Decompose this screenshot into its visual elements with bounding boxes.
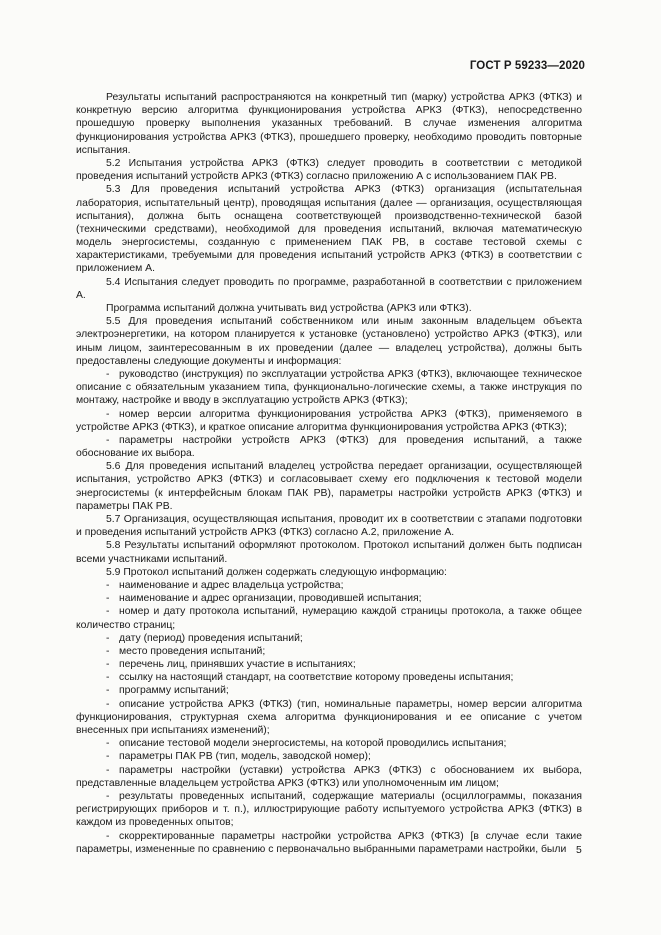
paragraph-text: номер версии алгоритма функционирования устройства АРКЗ (ФТКЗ), применяемого в устройстве АРКЗ (ФТКЗ), и краткое описание алгоритма функционирования устройства АРКЗ (ФТКЗ); [76, 408, 582, 433]
list-item [76, 750, 582, 763]
paragraph-text: Результаты испытаний распространяются на конкретный тип (марку) устройства АРКЗ (ФТКЗ) и конкретную версию алгоритма функционирования устройства АРКЗ (ФТКЗ), непосредственно прошедшую проверку выполнения указанных требований. В случае изменения алгоритма функционирования устройства АРКЗ (ФТКЗ), прошедшего проверку, необходимо проводить повторные испытания. [76, 92, 582, 156]
list-item [76, 658, 582, 671]
list-dash: - [106, 738, 110, 750]
document-body [76, 91, 582, 856]
paragraph-text: параметры ПАК РВ (тип, модель, заводской номер); [119, 751, 371, 763]
paragraph [76, 183, 582, 275]
paragraph-text: наименование и адрес организации, проводившей испытания; [119, 593, 422, 605]
paragraph [76, 513, 582, 539]
paragraph-text: программу испытаний; [119, 685, 229, 697]
paragraph-text: наименование и адрес владельца устройства; [119, 579, 344, 591]
list-item [76, 684, 582, 697]
paragraph [76, 302, 582, 315]
list-dash: - [106, 830, 110, 842]
list-dash: - [106, 368, 110, 380]
list-item [76, 632, 582, 645]
list-dash: - [106, 632, 110, 644]
paragraph-text: скорректированные параметры настройки устройства АРКЗ (ФТКЗ) [в случае если такие параметры, измененные по сравнению с первоначально выбранными параметрами настройки, были [76, 830, 582, 855]
list-dash: - [106, 434, 110, 446]
paragraph-text: перечень лиц, принявших участие в испытаниях; [119, 659, 356, 671]
paragraph-text: описание устройства АРКЗ (ФТКЗ) (тип, номинальные параметры, номер версии алгоритма функционирования, структурная схема алгоритма функционирования и ее описание с учетом внесенных при испытаниях изменений); [76, 698, 582, 736]
list-item [76, 737, 582, 750]
list-dash: - [106, 645, 110, 657]
list-item [76, 698, 582, 738]
paragraph-text: 5.9 Протокол испытаний должен содержать следующую информацию: [106, 566, 447, 578]
list-item [76, 645, 582, 658]
paragraph-text: параметры настройки устройств АРКЗ (ФТКЗ) для проведения испытаний, а также обоснование их выбора. [76, 434, 582, 460]
paragraph-text: 5.6 Для проведения испытаний владелец устройства передает организации, осуществляющей испытания, устройство АРКЗ (ФТКЗ) и согласовывает схему его подключения к тестовой модели энергосистемы (к интерфейсным блокам ПАК РВ), параметры настройки устройств АРКЗ (ФТКЗ) и параметры ПАК РВ. [76, 461, 582, 512]
paragraph-text: номер и дату протокола испытаний, нумерацию каждой страницы протокола, а также общее количество страниц; [76, 606, 582, 631]
list-item [76, 764, 582, 790]
list-dash: - [106, 764, 110, 776]
paragraph-text: 5.2 Испытания устройства АРКЗ (ФТКЗ) следует проводить в соответствии с методикой проведения испытаний устройств АРКЗ (ФТКЗ) согласно приложению А с использованием ПАК РВ. [76, 157, 582, 183]
paragraph-text: дату (период) проведения испытаний; [119, 632, 303, 644]
paragraph-text: ссылку на настоящий стандарт, на соответствие которому проведены испытания; [119, 672, 514, 684]
paragraph-text: описание тестовой модели энергосистемы, на которой проводились испытания; [119, 738, 507, 750]
paragraph [76, 315, 582, 368]
paragraph-text: Программа испытаний должна учитывать вид устройства (АРКЗ или ФТКЗ). [106, 303, 472, 314]
list-dash: - [106, 790, 110, 802]
list-dash: - [106, 659, 110, 671]
paragraph [76, 157, 582, 183]
paragraph [76, 91, 582, 157]
paragraph-text: параметры настройки (уставки) устройства АРКЗ (ФТКЗ) с обоснованием их выбора, представленные владельцем устройства АРКЗ (ФТКЗ) или уполномоченным им лицом; [76, 764, 582, 789]
list-item [76, 830, 582, 856]
list-dash: - [106, 408, 110, 420]
list-item [76, 434, 582, 460]
list-dash: - [106, 672, 110, 684]
list-item [76, 671, 582, 684]
list-dash: - [106, 685, 110, 697]
list-dash: - [106, 579, 110, 591]
paragraph-text: место проведения испытаний; [119, 645, 266, 657]
list-dash: - [106, 751, 110, 763]
paragraph-text: результаты проведенных испытаний, содержащие материалы (осциллограммы, показания регистрирующих приборов и т. п.), иллюстрирующие работу испытуемого устройства АРКЗ (ФТКЗ) в каждом из проведенных опытов; [76, 790, 582, 829]
list-item [76, 592, 582, 605]
list-item [76, 579, 582, 592]
standard-designation: ГОСТ Р 59233—2020 [469, 60, 585, 72]
paragraph-text: 5.4 Испытания следует проводить по программе, разработанной в соответствии с приложением А. [76, 276, 582, 301]
page-number: 5 [576, 845, 582, 856]
paragraph-text: 5.3 Для проведения испытаний устройства АРКЗ (ФТКЗ) организация (испытательная лаборатория, испытательный центр), проводящая испытания (далее — организация, осуществляющая испытания), должна быть оснащена соответствующей производственно-технической базой (техническими средствами), необходимой для проведения испытаний, включая математическую модель энергосистемы, созданную с применением ПАК РВ, в составе тестовой схемы с характеристиками, требуемыми для проведения испытаний устройств АРКЗ (ФТКЗ) в соответствии с приложением А. [76, 184, 582, 275]
list-dash: - [106, 593, 110, 605]
list-item [76, 408, 582, 434]
paragraph [76, 276, 582, 302]
paragraph-text: руководство (инструкция) по эксплуатации устройства АРКЗ (ФТКЗ), включающее техническое описание с обязательным указанием типа, функционально-логические схемы, а также инструкция по монтажу, настройке и вводу в эксплуатацию устройств АРКЗ (ФТКЗ); [76, 368, 582, 407]
list-dash: - [106, 606, 110, 618]
paragraph-text: 5.5 Для проведения испытаний собственником или иным законным владельцем объекта электроэнергетики, на котором планируется к установке (установлено) устройство АРКЗ (ФТКЗ), или иным лицом, заинтересованным в их проведении (далее — владелец устройства), должны быть предоставлены следующие документы и информация: [76, 316, 582, 367]
list-dash: - [106, 698, 110, 710]
list-item [76, 368, 582, 408]
paragraph-text: 5.8 Результаты испытаний оформляют протоколом. Протокол испытаний должен быть подписан всеми участниками испытаний. [76, 540, 582, 565]
paragraph [76, 566, 582, 579]
list-item [76, 605, 582, 631]
paragraph-text: 5.7 Организация, осуществляющая испытания, проводит их в соответствии с этапами подготовки и проведения испытаний устройств АРКЗ (ФТКЗ) согласно А.2, приложение А. [76, 514, 582, 539]
paragraph [76, 539, 582, 565]
paragraph [76, 460, 582, 513]
list-item [76, 790, 582, 830]
